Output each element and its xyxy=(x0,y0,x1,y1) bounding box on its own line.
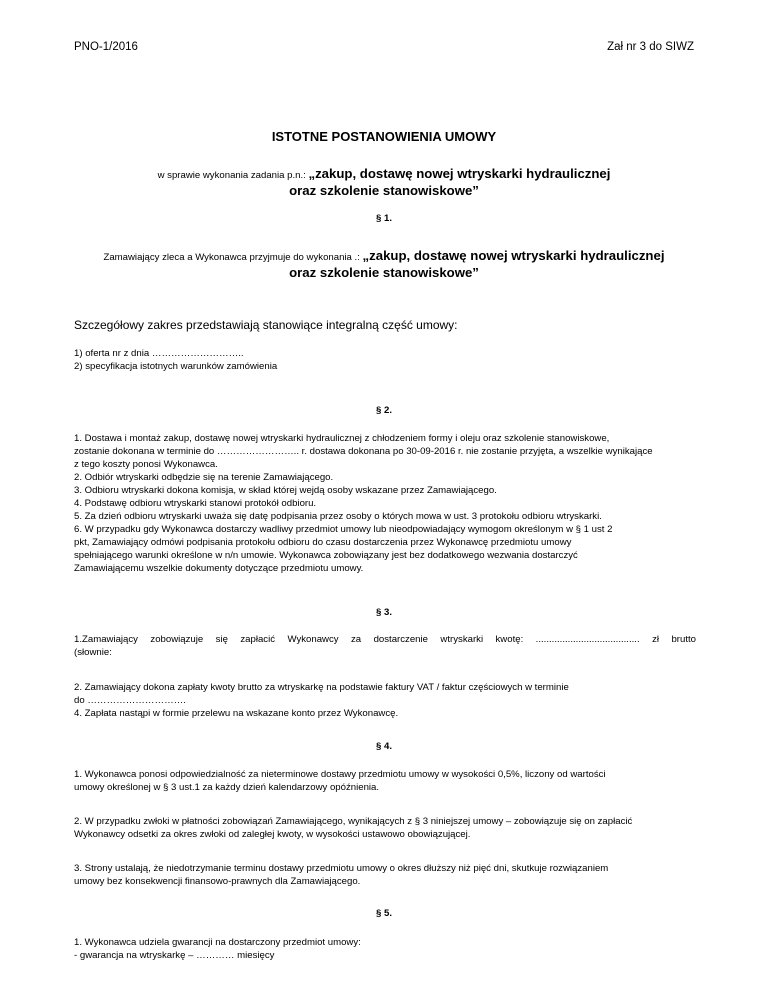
section-3-heading: § 3. xyxy=(375,607,392,618)
s4-p3-line2: umowy bez konsekwencji finansowo-prawnych dla Zamawiającego. xyxy=(74,876,361,887)
list-item: 1) oferta nr z dnia ……………………….. xyxy=(74,348,244,359)
section-1-heading: § 1. xyxy=(375,213,392,224)
section-5-heading: § 5. xyxy=(375,908,392,919)
s2-line: spełniającego warunki określone w n/n umowie. Wykonawca zobowiązany jest bez dodatkowego wezwania dostarczyć xyxy=(74,550,578,561)
s3-p2-line2: do …………………………. xyxy=(74,695,186,706)
s4-paragraph-2 xyxy=(74,815,696,841)
s3-p4: 4. Zapłata nastąpi w formie przelewu na wskazane konto przez Wykonawcę. xyxy=(74,708,399,719)
s5-paragraph-1 xyxy=(74,936,696,962)
s3-p1-line1: 1.Zamawiający zobowiązuje się zapłacić Wykonawcy za dostarczenie wtryskarki kwotę: ....................................... zł brutto xyxy=(74,634,696,645)
s2-line: Zamawiającemu wszelkie dokumenty dotyczące przedmiotu umowy. xyxy=(74,563,364,574)
s5-p1-line1: 1. Wykonawca udziela gwarancji na dostarczony przedmiot umowy: xyxy=(74,937,361,948)
s4-p1-line2: umowy określonej w § 3 ust.1 za każdy dzień kalendarzowy opóźnienia. xyxy=(74,782,380,793)
s2-line: z tego koszty ponosi Wykonawca. xyxy=(74,459,218,470)
subtitle-prefix: w sprawie wykonania zadania p.n.: xyxy=(157,170,309,181)
s4-paragraph-1 xyxy=(74,768,696,794)
s2-line: 4. Podstawę odbioru wtryskarki stanowi protokół odbioru. xyxy=(74,498,317,509)
page-title: ISTOTNE POSTANOWIENIA UMOWY xyxy=(271,129,497,144)
s2-line: 2. Odbiór wtryskarki odbędzie się na terenie Zamawiającego. xyxy=(74,472,334,483)
s5-p1-line2: - gwarancja na wtryskarkę – ………… miesięcy xyxy=(74,950,275,961)
s1-assignment xyxy=(0,247,768,265)
s4-p2-line1: 2. W przypadku zwłoki w płatności zobowiązań Zamawiającego, wynikających z § 3 niniejszej umowy – zobowiązuje się on zapłacić xyxy=(74,816,633,827)
header-doc-number: PNO-1/2016 xyxy=(74,41,138,53)
s2-line: 5. Za dzień odbioru wtryskarki uważa się datę podpisania przez osoby o których mowa w ust. 3 protokołu odbioru wtryskarki. xyxy=(74,511,602,522)
s1-items-list xyxy=(74,347,696,373)
s2-line: 6. W przypadku gdy Wykonawca dostarczy wadliwy przedmiot umowy lub nieodpowiadający wymogom określonym w § 1 ust 2 xyxy=(74,524,613,535)
section-4-heading: § 4. xyxy=(375,741,392,752)
s2-line: zostanie dokonana w terminie do …………………….. r. dostawa dokonana po 30-09-2016 r. nie zostanie przyjęta, a wszelkie wynikające xyxy=(74,446,653,457)
s3-p2-line1: 2. Zamawiający dokona zapłaty kwoty brutto za wtryskarkę na podstawie faktury VAT / faktur częściowych w terminie xyxy=(74,682,569,693)
s4-paragraph-3 xyxy=(74,862,696,888)
s3-p1-line2: (słownie: xyxy=(74,647,112,658)
s1-prefix: Zamawiający zleca a Wykonawca przyjmuje do wykonania .: xyxy=(103,252,363,263)
s3-paragraph-1 xyxy=(74,633,696,659)
subtitle xyxy=(0,165,768,183)
s2-line: 1. Dostawa i montaż zakup, dostawę nowej wtryskarki hydraulicznej z chłodzeniem formy i oleju oraz szkolenie stanowiskowe, xyxy=(74,433,610,444)
s1-emph-line2: oraz szkolenie stanowiskowe” xyxy=(289,265,479,280)
s4-p2-line2: Wykonawcy odsetki za okres zwłoki od zaległej kwoty, w wysokości ustawowo obowiązującej. xyxy=(74,829,471,840)
subtitle-emph-line1: „zakup, dostawę nowej wtryskarki hydraulicznej xyxy=(308,166,611,181)
s1-emph-line1: „zakup, dostawę nowej wtryskarki hydraulicznej xyxy=(362,248,665,263)
subtitle-emph-line2: oraz szkolenie stanowiskowe” xyxy=(289,183,479,198)
section-2-heading: § 2. xyxy=(375,405,392,416)
header-attachment-label: Zał nr 3 do SIWZ xyxy=(607,41,694,53)
s2-body xyxy=(74,432,696,575)
list-item: 2) specyfikacja istotnych warunków zamówienia xyxy=(74,361,278,372)
s4-p3-line1: 3. Strony ustalają, że niedotrzymanie terminu dostawy przedmiotu umowy o okres dłuższy niż pięć dni, skutkuje rozwiązaniem xyxy=(74,863,609,874)
s2-line: pkt, Zamawiający odmówi podpisania protokołu odbioru do czasu dostarczenia przez Wykonawcę przedmiotu umowy xyxy=(74,537,572,548)
s2-line: 3. Odbioru wtryskarki dokona komisja, w skład której wejdą osoby wskazane przez Zamawiającego. xyxy=(74,485,497,496)
s1-scope-intro: Szczegółowy zakres przedstawiają stanowiące integralną część umowy: xyxy=(74,318,458,332)
s3-paragraph-2 xyxy=(74,681,696,720)
s4-p1-line1: 1. Wykonawca ponosi odpowiedzialność za nieterminowe dostawy przedmiotu umowy w wysokości 0,5%, liczony od wartości xyxy=(74,769,606,780)
